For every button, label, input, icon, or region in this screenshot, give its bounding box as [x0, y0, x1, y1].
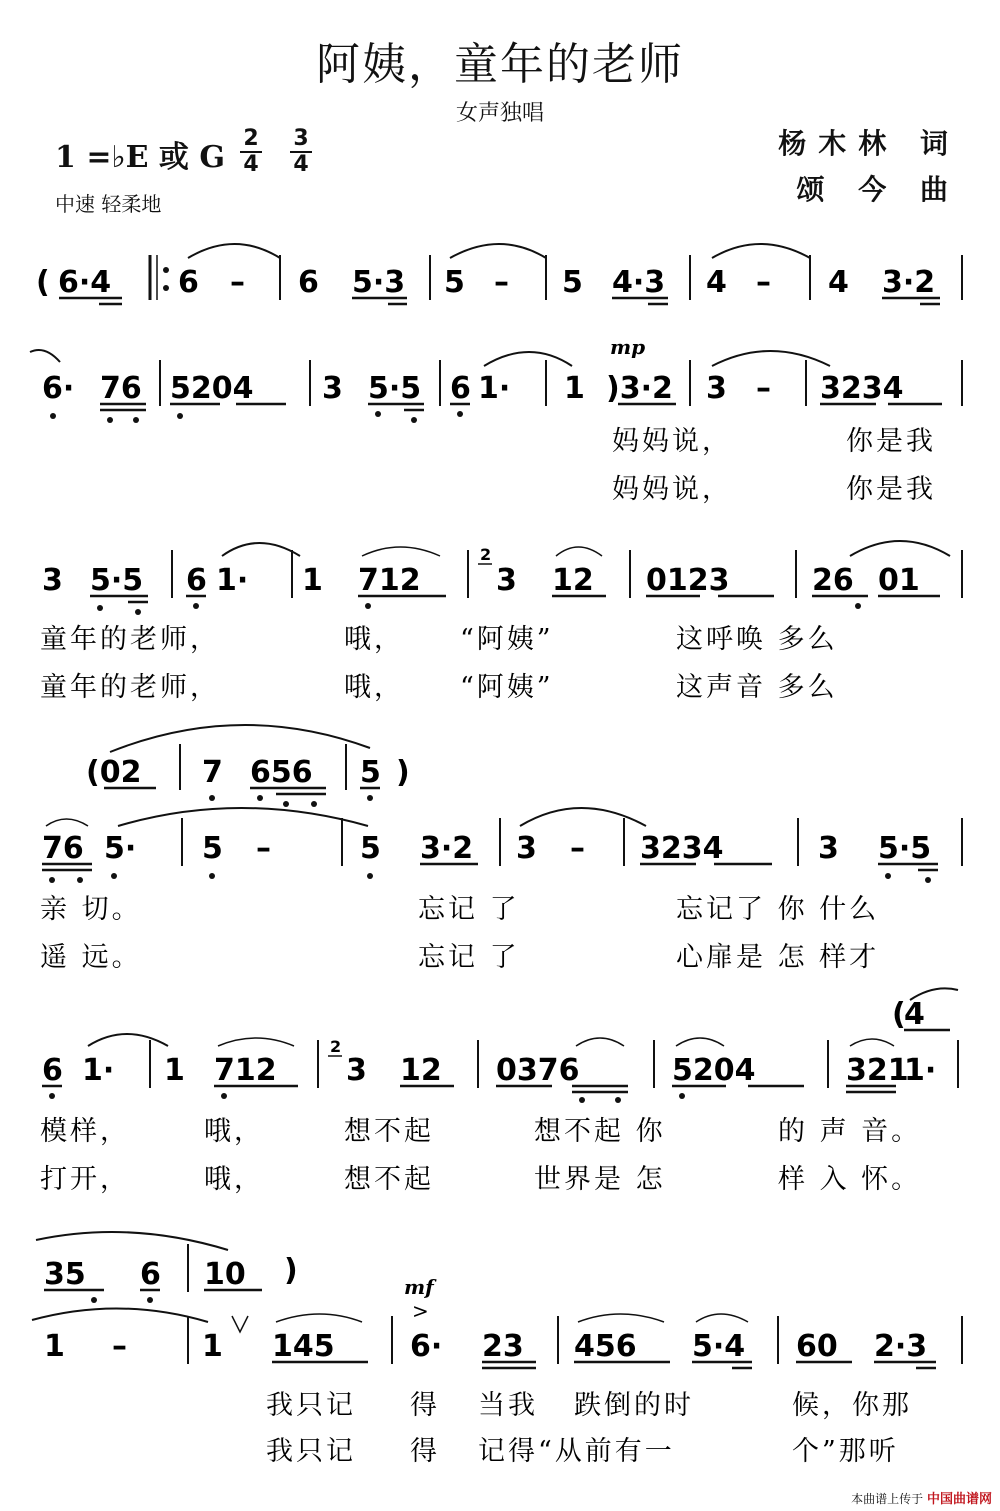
lyric: 你是我: [846, 474, 936, 505]
note: 3: [516, 831, 537, 866]
lyric: 童年的老师，: [40, 624, 220, 655]
dash: –: [230, 265, 245, 300]
note-group: 3·2: [882, 265, 936, 300]
composer-credit: 颂 今 曲: [796, 173, 960, 206]
note: 1·: [478, 371, 511, 406]
note-group: 26: [812, 563, 854, 598]
note: 1: [44, 1329, 65, 1364]
note-group: 6·4: [58, 265, 112, 300]
triplet: 712: [358, 563, 421, 598]
note: 1: [302, 563, 323, 598]
note-group: 3234: [820, 371, 904, 406]
footer-site-logo: 中国曲谱网: [926, 1492, 992, 1507]
lyric: 我只记: [266, 1436, 356, 1467]
note-group: 5204: [672, 1053, 756, 1088]
accent-mark: >: [412, 1299, 429, 1323]
note: 6: [298, 265, 319, 300]
lyric: 想不起: [344, 1116, 434, 1147]
lyric: 妈妈说，: [612, 474, 732, 505]
svg-text:2: 2: [330, 1037, 342, 1056]
prelude-note: 4: [904, 997, 925, 1032]
prelude-paren: (: [892, 997, 906, 1032]
note: 1·: [904, 1053, 937, 1088]
dash: –: [494, 265, 509, 300]
lyric: 心扉是 怎 样才: [676, 942, 880, 973]
note: 5·: [104, 831, 137, 866]
note-group: )3·2: [606, 371, 673, 406]
note-group: 4·3: [612, 265, 666, 300]
note-group: 01: [878, 563, 920, 598]
page-title: 阿姨，童年的老师: [316, 39, 684, 90]
lyric: 妈妈说，: [612, 426, 732, 457]
note-group: 76: [100, 371, 142, 406]
lyric: 哦，: [344, 624, 404, 655]
note-group: 0376: [496, 1053, 580, 1088]
dynamic-mf: mf: [404, 1275, 434, 1299]
note: 5: [360, 831, 381, 866]
prelude-note: 10: [204, 1257, 246, 1292]
prelude-note: 35: [44, 1257, 86, 1292]
lyric: 童年的老师，: [40, 672, 220, 703]
note: 1: [164, 1053, 185, 1088]
footer: [851, 1488, 992, 1507]
dash: –: [570, 831, 585, 866]
lyric: 亲 切。: [40, 894, 142, 925]
note-group: 76: [42, 831, 84, 866]
lyric: 我只记: [266, 1390, 356, 1421]
lyric: 这声音 多么: [676, 672, 838, 703]
note: 3: [818, 831, 839, 866]
staff-line-3: [40, 541, 962, 703]
note: 4: [706, 265, 727, 300]
note: 3: [42, 563, 63, 598]
lyric: 跌倒的时: [574, 1390, 694, 1421]
prelude: (02: [86, 755, 142, 790]
note: 6: [450, 371, 471, 406]
note: 3: [322, 371, 343, 406]
note: 1: [564, 371, 585, 406]
time-signature-3-4: 3 4: [290, 128, 312, 176]
lyric: 得: [410, 1436, 440, 1467]
lyric: “阿姨”: [460, 672, 554, 703]
svg-text:2: 2: [480, 545, 492, 564]
lyricist-credit: 杨木林 词: [778, 127, 960, 160]
dash: –: [756, 265, 771, 300]
triplet: 456: [574, 1329, 637, 1364]
lyric: 打开，: [40, 1164, 130, 1195]
note-group: 0123: [646, 563, 730, 598]
lyric: 这呼唤 多么: [676, 624, 838, 655]
lyric: 遥 远。: [40, 942, 142, 973]
dash: –: [256, 831, 271, 866]
note-group: 3·2: [420, 831, 474, 866]
prelude-note: 6: [140, 1257, 161, 1292]
lyric: 个”那听: [792, 1436, 899, 1467]
lyric: 记得“从前有一: [478, 1436, 675, 1467]
dash: –: [112, 1329, 127, 1364]
note: 6·: [410, 1329, 443, 1364]
note-group: 60: [796, 1329, 838, 1364]
note: 3: [706, 371, 727, 406]
note: 6·: [42, 371, 75, 406]
note: 3: [496, 563, 517, 598]
prelude-note: 5: [360, 755, 381, 790]
lyric: 忘记了 你 什么: [676, 894, 880, 925]
lyric: 世界是 怎: [534, 1164, 666, 1195]
key-signature: 1 =♭E 或 G: [55, 140, 225, 175]
lyric: 哦，: [344, 672, 404, 703]
note-group: 5·4: [692, 1329, 746, 1364]
triplet: 712: [214, 1053, 277, 1088]
note: 3: [346, 1053, 367, 1088]
note: 1·: [216, 563, 249, 598]
note: 6: [186, 563, 207, 598]
dynamic-mp: mp: [610, 335, 646, 359]
note: 5: [444, 265, 465, 300]
prelude-note: 656: [250, 755, 313, 790]
note-group: 23: [482, 1329, 524, 1364]
note-group: 12: [552, 563, 594, 598]
note-group: 5·5: [90, 563, 144, 598]
lyric: 你是我: [846, 426, 936, 457]
note-group: 5·5: [368, 371, 422, 406]
lyric: 哦，: [204, 1116, 264, 1147]
note: 5: [562, 265, 583, 300]
note: 1: [202, 1329, 223, 1364]
time-signature-2-4: 2 4: [240, 128, 262, 176]
lyric: 的 声 音。: [778, 1116, 922, 1147]
prelude-paren: ): [284, 1253, 298, 1288]
note-group: 321: [846, 1053, 909, 1088]
lyric: 想不起: [344, 1164, 434, 1195]
note-group: 5·3: [352, 265, 406, 300]
note: 6: [42, 1053, 63, 1088]
lyric: 得: [410, 1390, 440, 1421]
note: 5: [202, 831, 223, 866]
staff-line-6: [32, 1232, 962, 1467]
prelude-note: 7: [202, 755, 223, 790]
note-group: 2·3: [874, 1329, 928, 1364]
lyric: 忘记 了: [418, 942, 520, 973]
note: 1·: [82, 1053, 115, 1088]
staff-line-2: [30, 335, 962, 505]
triplet: 145: [272, 1329, 335, 1364]
staff-line-5: [40, 988, 958, 1195]
lyric: 候，你那: [792, 1390, 912, 1421]
footer-text: 本曲谱上传于: [851, 1492, 924, 1506]
lyric: 想不起 你: [534, 1116, 666, 1147]
note-group: 5204: [170, 371, 254, 406]
lyric: 忘记 了: [418, 894, 520, 925]
paren: (: [36, 265, 50, 300]
note-group: 5·5: [878, 831, 932, 866]
note: 6: [178, 265, 199, 300]
lyric: 样 入 怀。: [778, 1164, 922, 1195]
note-group: 12: [400, 1053, 442, 1088]
dash: –: [756, 371, 771, 406]
lyric: “阿姨”: [460, 624, 554, 655]
staff-line-4: [40, 725, 962, 973]
note: 4: [828, 265, 849, 300]
prelude-paren: ): [396, 755, 410, 790]
lyric: 哦，: [204, 1164, 264, 1195]
tempo-marking: 中速 轻柔地: [55, 192, 162, 216]
staff-line-1: [36, 244, 962, 304]
page-subtitle: 女声独唱: [455, 101, 544, 126]
note-group: 3234: [640, 831, 724, 866]
lyric: 当我: [478, 1390, 538, 1421]
lyric: 模样，: [40, 1116, 130, 1147]
